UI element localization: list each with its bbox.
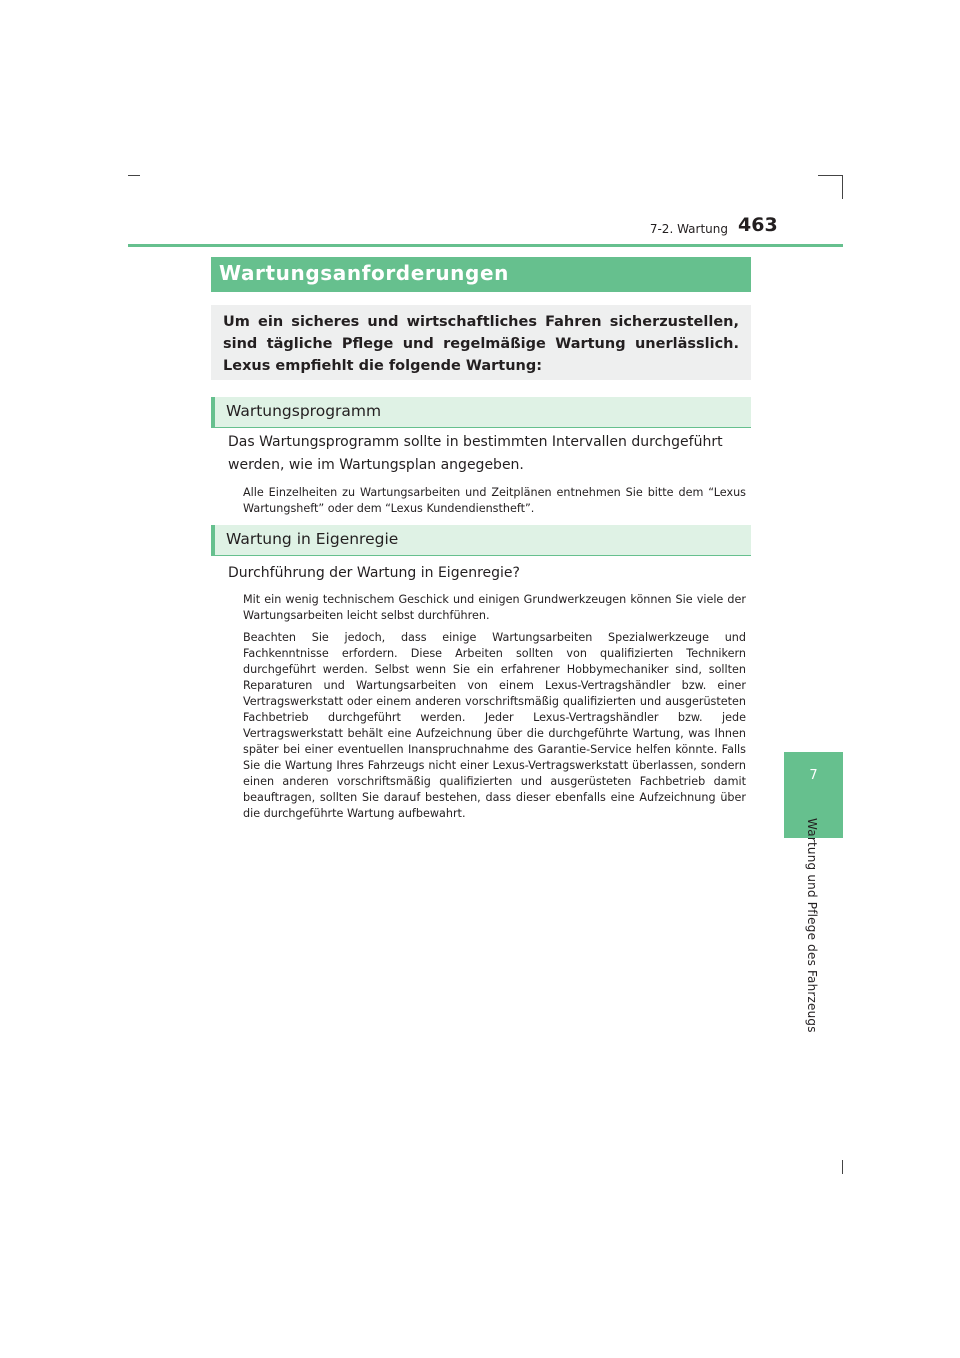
section-heading-wartungsprogramm: Wartungsprogramm	[211, 397, 751, 428]
chapter-label: Wartung und Pflege des Fahrzeugs	[805, 818, 819, 1033]
intro-box: Um ein sicheres und wirtschaftliches Fahren sicherzustellen, sind tägliche Pflege und regelmäßige Wartung unerlässlich. Lexus empfiehlt die folgende Wartung:	[211, 305, 751, 380]
section-lead: Durchführung der Wartung in Eigenregie?	[228, 565, 520, 581]
section-note: Alle Einzelheiten zu Wartungsarbeiten und Zeitplänen entnehmen Sie bitte dem “Lexus Wartungsheft” oder dem “Lexus Kundendienstheft”.	[243, 486, 746, 515]
section-heading-eigenregie: Wartung in Eigenregie	[211, 525, 751, 556]
section-note: Beachten Sie jedoch, dass einige Wartungsarbeiten Spezialwerkzeuge und Fachkenntnisse erfordern. Diese Arbeiten sollten von qualifizierten Technikern durchgeführt werden. Selbst wenn Sie ein erfahrener Hobbymechaniker sind, sollten Reparaturen und Wartungsarbeiten von einem Lexus-Vertragshändler bzw. einer Vertragswerkstatt oder einem anderen vorschriftsmäßig qualifizierten und ausgerüsteten Fachbetrieb durchgeführt werden. Jeder Lexus-Vertragshändler bzw. jede Vertragswerkstatt behält eine Aufzeichnung über die durchgeführte Wartung, was Ihnen später bei einer eventuellen Inanspruchnahme des Garantie-Service helfen könnte. Falls Sie die Wartung Ihres Fahrzeugs nicht einer Lexus-Vertragswerkstatt überlassen, sondern einen anderen vorschriftsmäßig qualifizierten und ausgerüsteten Fachbetrieb damit beauftragen, sollten Sie darauf bestehen, dass dieser ebenfalls eine Aufzeichnung über die durchgeführte Wartung aufbewahrt.	[243, 631, 746, 820]
header-rule	[128, 244, 843, 247]
crop-mark	[128, 175, 140, 176]
crop-mark	[818, 175, 842, 176]
section-note: Mit ein wenig technischem Geschick und einigen Grundwerkzeugen können Sie viele der Wartungsarbeiten leicht selbst durchführen.	[243, 593, 746, 622]
page-title: Wartungsanforderungen	[211, 257, 751, 292]
chapter-number: 7	[809, 768, 818, 783]
section-label: 7-2. Wartung	[649, 222, 728, 236]
crop-mark	[842, 175, 843, 199]
section-lead: Das Wartungsprogramm sollte in bestimmten Intervallen durchgeführt werden, wie im Wartungsplan angegeben.	[228, 434, 723, 473]
page-number: 463	[738, 214, 778, 236]
crop-mark	[842, 1160, 843, 1174]
